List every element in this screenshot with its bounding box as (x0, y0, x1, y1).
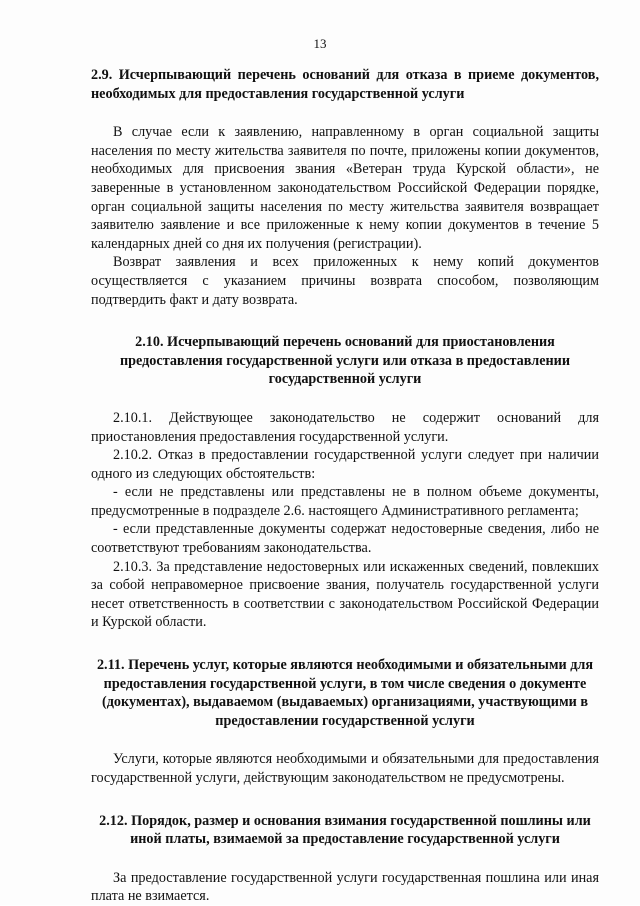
section-2-10-paragraph: 2.10.2. Отказ в предоставлении государственной услуги следует при наличии одного из следующих обстоятельств: (91, 447, 599, 482)
page-number: 13 (313, 36, 327, 51)
section-2-10-paragraph: 2.10.1. Действующее законодательство не содержит оснований для приостановления предоставления государственной услуги. (91, 409, 599, 445)
section-2-12-paragraph: За предоставление государственной услуги государственная пошлина или иная плата не взимается. (91, 869, 599, 905)
section-2-11-paragraph: Услуги, которые являются необходимыми и обязательными для предоставления государственной услуги, действующим законодательством не предусмотрены. (91, 751, 599, 786)
section-2-11-heading: 2.11. Перечень услуг, которые являются необходимыми и обязательными для предоставления государственной услуги, в том числе сведения о документе (документах), выдаваемом (выдаваемых) организациями, участвующими в предоставлении государственной услуги (96, 657, 594, 729)
section-2-12-heading: 2.12. Порядок, размер и основания взимания государственной пошлины или иной платы, взимаемой за предоставление государственной услуги (99, 812, 591, 848)
section-2-10-paragraph: 2.10.3. За представление недостоверных или искаженных сведений, повлекших за собой неправомерное присвоение звания, получатель государственной услуги несет ответственность в соответствии с законодательством Российской Федерации и Курской области. (91, 558, 599, 631)
section-2-10-list-item: - если не представлены или представлены не в полном объеме документы, предусмотренные в подразделе 2.6. настоящего Административного регламента; (91, 484, 599, 519)
section-2-9-paragraph: Возврат заявления и всех приложенных к нему копий документов осуществляется с указанием причины возврата способом, позволяющим подтвердить факт и дату возврата. (91, 254, 599, 308)
section-2-10-list-item: - если представленные документы содержат недостоверные сведения, либо не соответствуют требованиям законодательства. (91, 521, 599, 557)
section-2-9-heading: 2.9. Исчерпывающий перечень оснований для отказа в приеме документов, необходимых для предоставления государственной услуги (91, 67, 599, 102)
section-2-9-paragraph: В случае если к заявлению, направленному в орган социальной защиты населения по месту жительства заявителя по почте, приложены копии документов, необходимых для присвоения звания «Ветеран труда Курской области», не заверенные в установленном законодательством Российской Федерации порядке, орган социальной защиты населения по месту жительства заявителя возвращает заявителю заявление и все приложенные к нему копии документов в течение 5 календарных дней со дня их получения (регистрации). (91, 124, 599, 252)
page-content (91, 66, 599, 906)
section-2-10-heading: 2.10. Исчерпывающий перечень оснований для приостановления предоставления государственной услуги или отказа в предоставлении государственной услуги (119, 334, 571, 388)
